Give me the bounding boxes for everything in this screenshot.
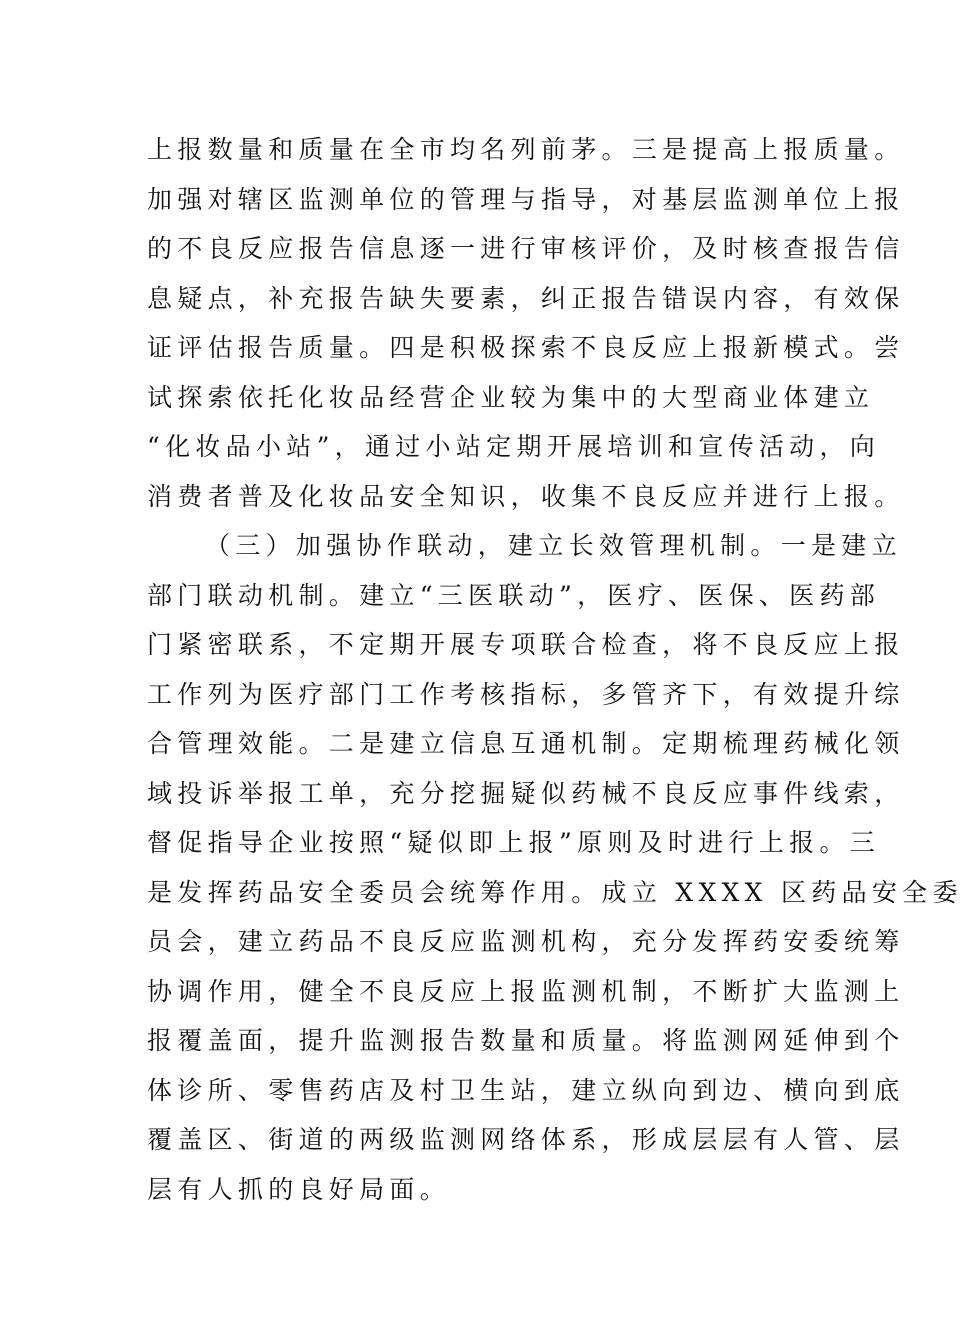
text-line: 报覆盖面，提升监测报告数量和质量。将监测网延伸到个 bbox=[147, 1026, 905, 1055]
text-line: 覆盖区、街道的两级监测网络体系，形成层层有人管、层 bbox=[147, 1125, 905, 1154]
text-line: 工作列为医疗部门工作考核指标，多管齐下，有效提升综 bbox=[147, 679, 905, 709]
text-line: 协调作用，健全不良反应上报监测机制，不断扩大监测上 bbox=[147, 976, 905, 1006]
text-line: 消费者普及化妆品安全知识，收集不良反应并进行上报。 bbox=[147, 481, 905, 511]
text-line: 证评估报告质量。四是积极探索不良反应上报新模式。尝 bbox=[147, 333, 905, 362]
text-line: 层有人抓的良好局面。 bbox=[147, 1174, 451, 1204]
text-line: 是发挥药品安全委员会统筹作用。成立 XXXX 区药品安全委 bbox=[147, 877, 963, 907]
text-line: 合管理效能。二是建立信息互通机制。定期梳理药械化领 bbox=[147, 729, 905, 758]
text-line: 加强对辖区监测单位的管理与指导，对基层监测单位上报 bbox=[147, 184, 905, 214]
text-line: 门紧密联系，不定期开展专项联合检查，将不良反应上报 bbox=[147, 630, 905, 659]
section-heading-line: （三）加强协作联动，建立长效管理机制。一是建立 bbox=[205, 531, 902, 560]
text-line: 部门联动机制。建立“三医联动”，医疗、医保、医药部 bbox=[147, 580, 881, 610]
text-line: 的不良反应报告信息逐一进行审核评价，及时核查报告信 bbox=[147, 234, 905, 263]
text-line: 上报数量和质量在全市均名列前茅。三是提高上报质量。 bbox=[147, 135, 905, 164]
text-line: 息疑点，补充报告缺失要素，纠正报告错误内容，有效保 bbox=[147, 283, 905, 313]
text-line: 体诊所、零售药店及村卫生站，建立纵向到边、横向到底 bbox=[147, 1075, 905, 1105]
text-line: 员会，建立药品不良反应监测机构，充分发挥药安委统筹 bbox=[147, 927, 905, 956]
text-line: 试探索依托化妆品经营企业较为集中的大型商业体建立 bbox=[147, 382, 875, 412]
text-line: 域投诉举报工单，充分挖掘疑似药械不良反应事件线索， bbox=[147, 778, 905, 808]
body-text bbox=[147, 125, 963, 1214]
text-line: 督促指导企业按照“疑似即上报”原则及时进行上报。三 bbox=[147, 828, 881, 857]
text-line: “化妆品小站”，通过小站定期开展培训和宣传活动，向 bbox=[147, 432, 881, 461]
